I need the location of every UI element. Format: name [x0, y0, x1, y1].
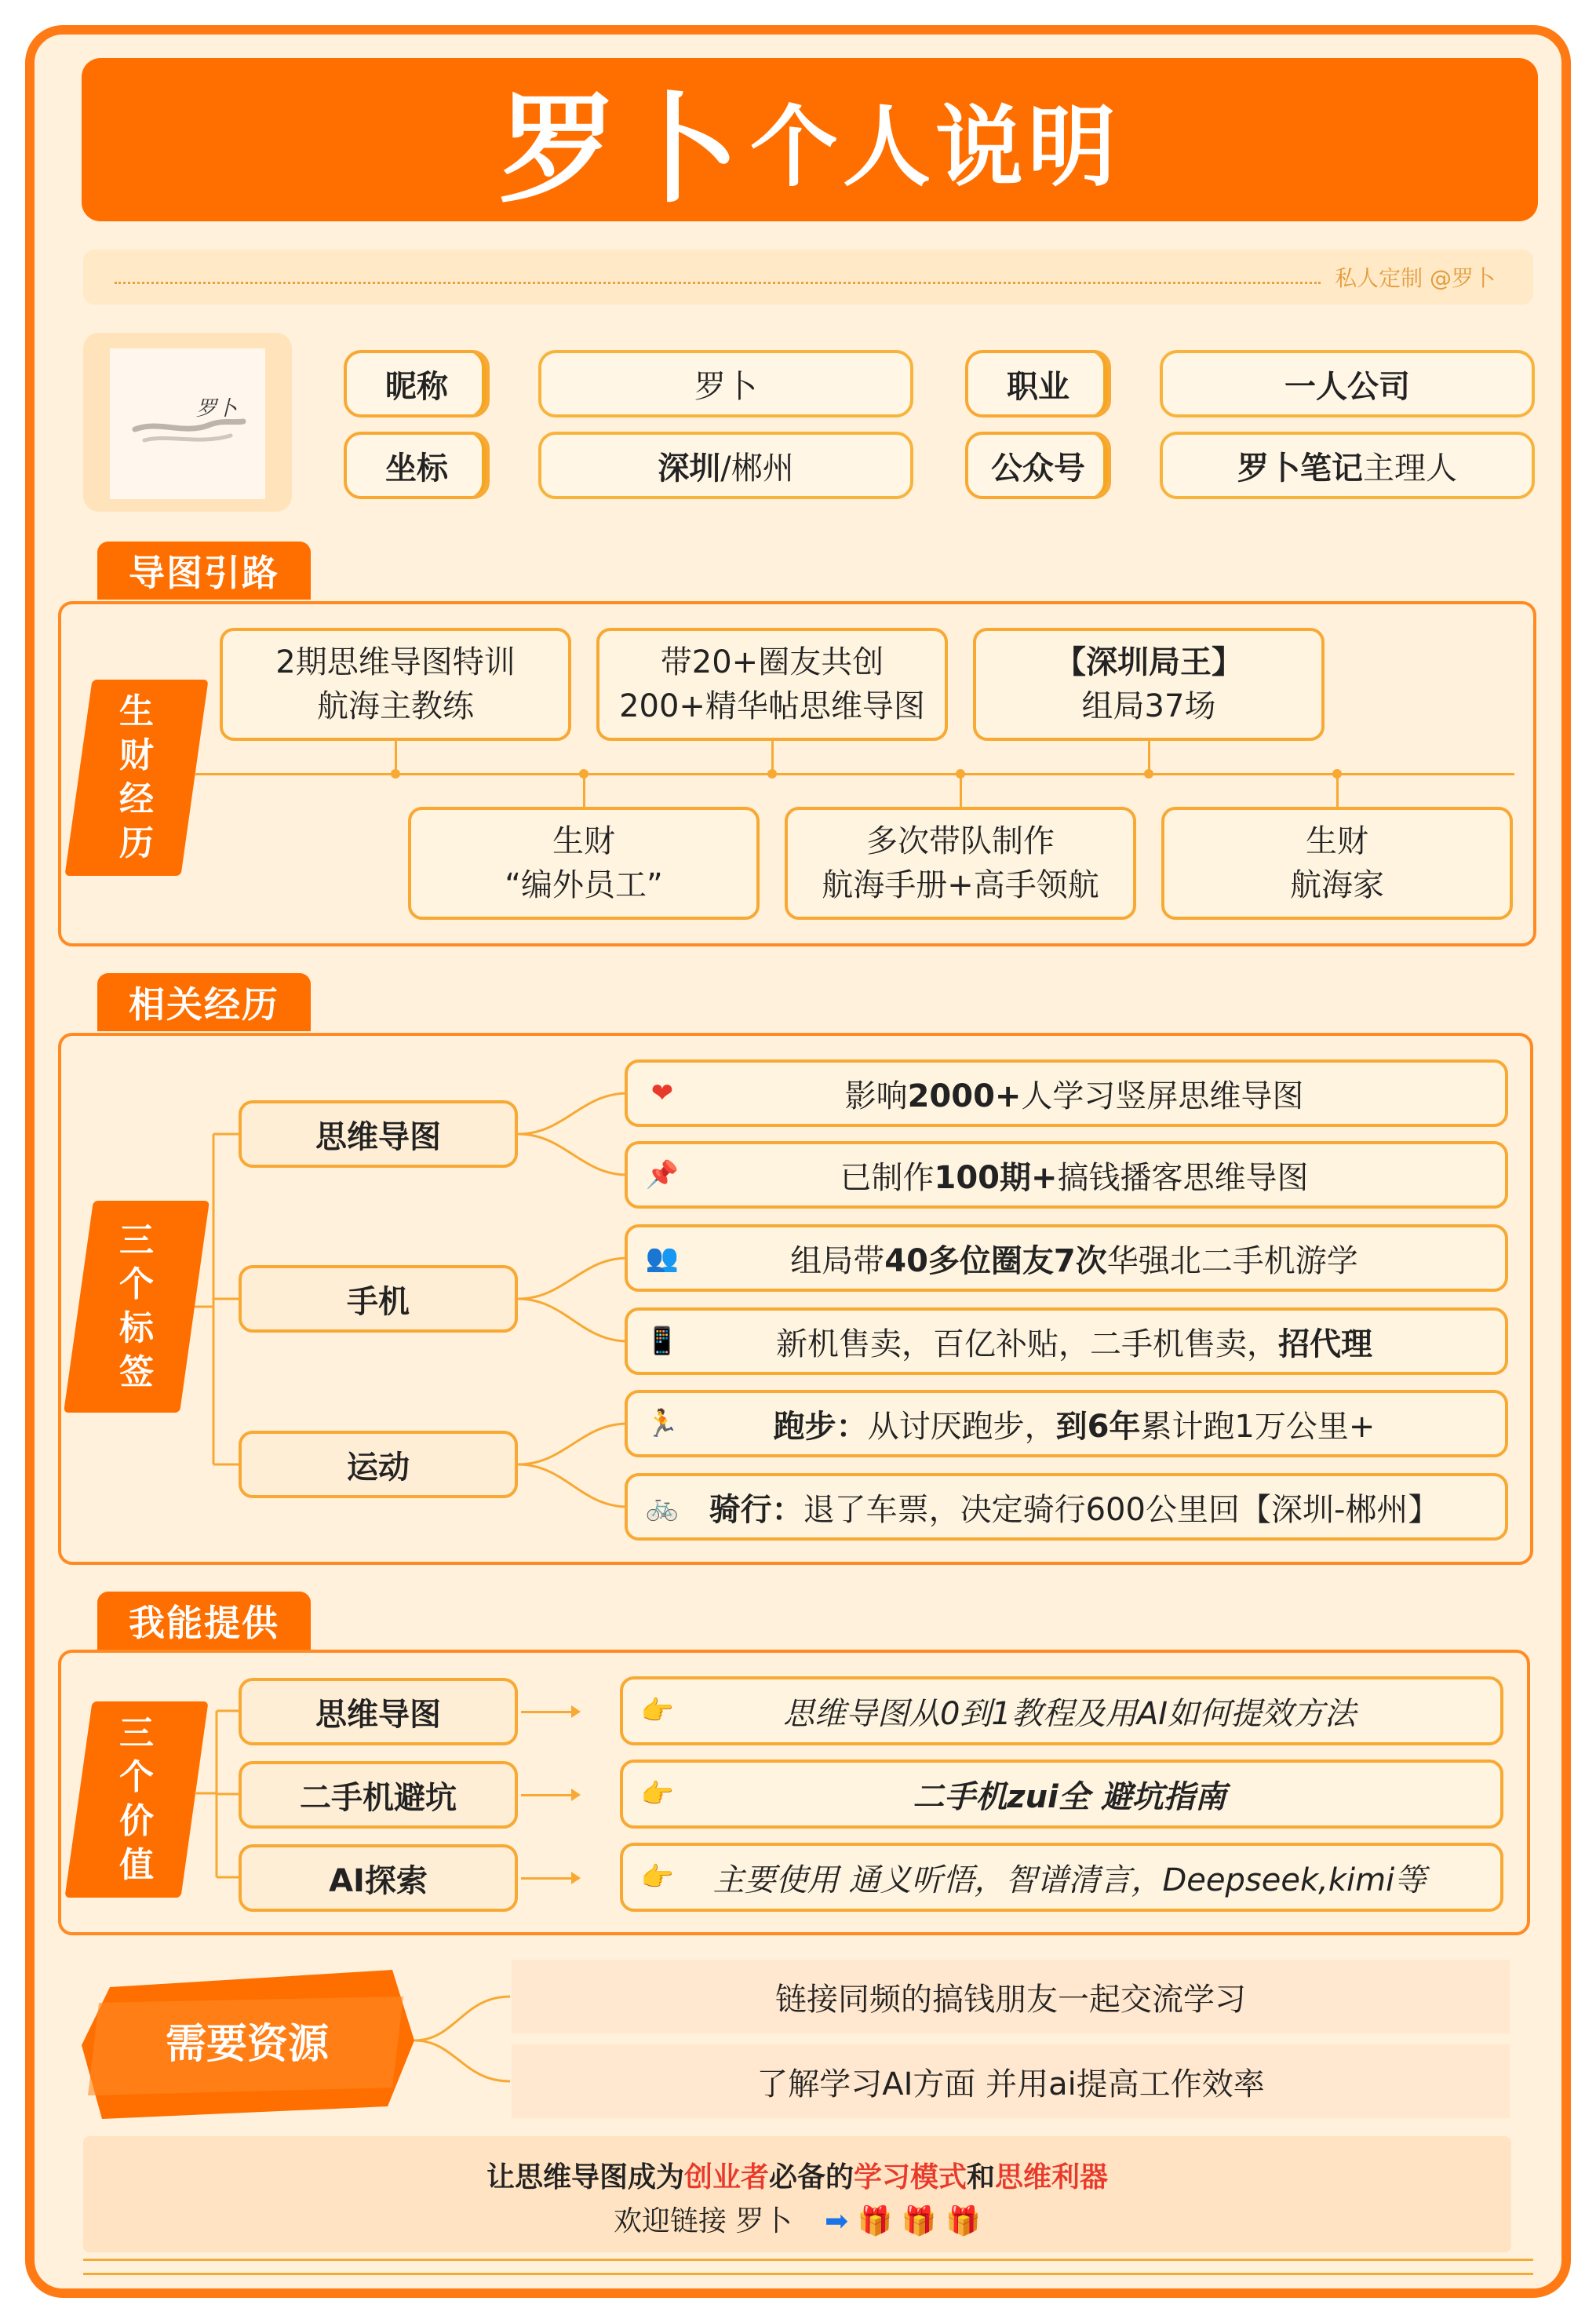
timeline-card: 生财 航海家: [1161, 807, 1513, 920]
pointing-hand-icon: 👉: [640, 1778, 675, 1810]
offer-side-label: 三 个 价 值: [119, 1713, 154, 1885]
section-tab-guide: 导图引路: [97, 542, 311, 600]
profile-value-nickname: 罗卜: [538, 350, 913, 418]
need-label: 需要资源: [165, 2021, 329, 2068]
people-icon: 👥: [645, 1242, 680, 1274]
profile-value-account: 罗卜笔记 主理人: [1160, 432, 1535, 499]
timeline-card: 生财 “编外员工”: [408, 807, 760, 920]
profile-value-job: 一人公司: [1160, 350, 1535, 418]
gift-icon: 🎁: [946, 2205, 981, 2237]
guide-side-label: 生 财 经 历: [119, 691, 154, 863]
phone-icon: 📱: [645, 1326, 680, 1357]
footer-welcome: 欢迎链接 罗卜 ➡ 🎁 🎁 🎁: [614, 2205, 981, 2237]
subtitle: 私人定制 @罗卜: [1335, 265, 1496, 291]
gift-icon: 🎁: [857, 2205, 893, 2237]
experience-row: 👥 组局带40多位圈友7次华强北二手机游学: [625, 1224, 1508, 1292]
pointing-hand-icon: 👉: [640, 1695, 675, 1727]
profile-label-job: 职业: [965, 350, 1111, 418]
experience-side-label: 三 个 标 签: [119, 1220, 154, 1392]
arrow-right-icon: ➡: [824, 2205, 849, 2237]
tag-sport: 运动: [239, 1431, 518, 1498]
offer-row: 👉 主要使用 通义听悟，智谱清言，Deepseek,kimi等: [620, 1843, 1503, 1912]
tag-phone: 手机: [239, 1265, 518, 1333]
timeline-card: 多次带队制作 航海手册+高手领航: [785, 807, 1136, 920]
footer-line: [83, 2273, 1533, 2275]
profile-label-location: 坐标: [344, 432, 490, 499]
timeline-card: 【深圳局王】 组局37场: [973, 628, 1325, 741]
offer-tag-secondhand: 二手机避坑: [239, 1761, 518, 1829]
profile-label-nickname: 昵称: [344, 350, 490, 418]
title-name: 罗卜: [498, 82, 744, 219]
offer-row: 👉 思维导图从0到1教程及用AI如何提效方法: [620, 1676, 1503, 1745]
section-tab-offer: 我能提供: [97, 1592, 311, 1650]
footer-slogan: 让思维导图成为创业者必备的学习模式和思维利器: [486, 2161, 1109, 2194]
timeline-card: 2期思维导图特训 航海主教练: [220, 628, 571, 741]
offer-tag-mindmap: 思维导图: [239, 1678, 518, 1745]
profile-value-location: 深圳 /郴州: [538, 432, 913, 499]
experience-row: 🚲 骑行：退了车票，决定骑行600公里回【深圳-郴州】: [625, 1473, 1508, 1541]
title-rest: 个人说明: [750, 96, 1120, 199]
need-row: 链接同频的搞钱朋友一起交流学习: [512, 1960, 1510, 2033]
pin-icon: 📌: [645, 1159, 680, 1191]
runner-icon: 🏃: [645, 1408, 680, 1439]
section-tab-experience: 相关经历: [97, 973, 311, 1031]
offer-row: 👉 二手机zui全 避坑指南: [620, 1760, 1503, 1829]
need-row: 了解学习AI方面 并用ai提高工作效率: [512, 2044, 1510, 2118]
profile-label-account: 公众号: [965, 432, 1111, 499]
experience-row: ❤ 影响2000+人学习竖屏思维导图: [625, 1059, 1508, 1127]
gift-icon: 🎁: [901, 2205, 937, 2237]
experience-row: 📌 已制作100期+搞钱播客思维导图: [625, 1141, 1508, 1209]
experience-row: 📱 新机售卖，百亿补贴，二手机售卖，招代理: [625, 1307, 1508, 1375]
avatar-signature: 罗卜: [196, 397, 238, 421]
tag-mindmap: 思维导图: [239, 1100, 518, 1168]
experience-row: 🏃 跑步：从讨厌跑步，到6年累计跑1万公里+: [625, 1390, 1508, 1457]
footer-line: [83, 2259, 1533, 2261]
bicycle-icon: 🚲: [645, 1491, 680, 1523]
pointing-hand-icon: 👉: [640, 1862, 675, 1893]
timeline-card: 带20+圈友共创 200+精华帖思维导图: [596, 628, 948, 741]
heart-icon: ❤: [650, 1078, 674, 1109]
offer-tag-ai: AI探索: [239, 1844, 518, 1912]
